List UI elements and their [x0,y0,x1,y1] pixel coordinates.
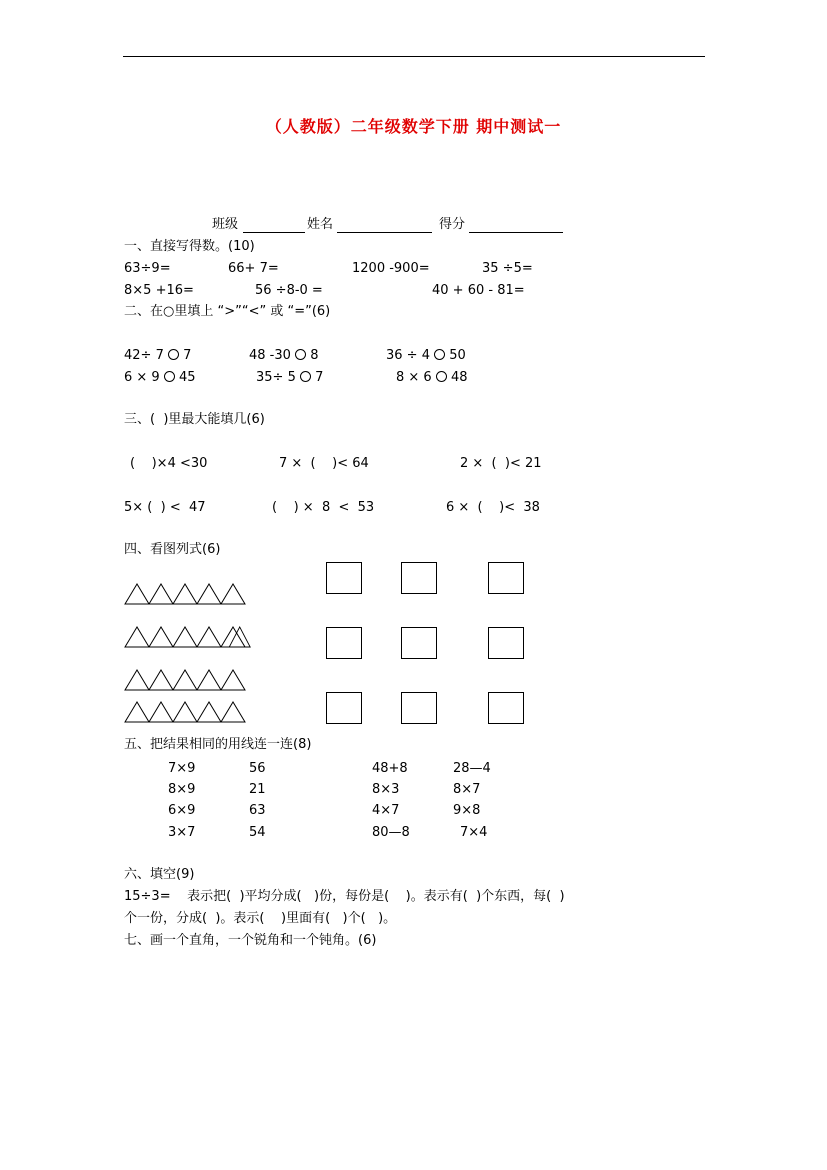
triangle-row [124,583,252,605]
match-item: 7×9 [168,761,196,776]
s1-item: 8×5 +16= [124,283,194,298]
answer-box[interactable] [401,562,437,594]
match-item: 8×7 [453,782,481,797]
compare-circle[interactable] [300,371,311,382]
compare-item: 48 -30 8 [249,348,319,363]
match-item: 3×7 [168,825,196,840]
section-4-heading: 四、看图列式(6) [124,542,221,557]
triangle-row [124,701,252,723]
s1-item: 66+ 7= [228,261,279,276]
section-6-heading: 六、填空(9) [124,867,195,882]
section-2-heading: 二、在○里填上 “>”“<” 或 “=”(6) [124,304,331,319]
compare-item: 6 × 9 45 [124,370,196,385]
match-item: 80—8 [372,825,410,840]
answer-box[interactable] [326,692,362,724]
answer-box[interactable] [401,692,437,724]
section-7-heading: 七、画一个直角，一个锐角和一个钝角。(6) [124,933,377,948]
compare-item: 8 × 6 48 [396,370,468,385]
section-1-heading: 一、直接写得数。(10) [124,239,255,254]
header-rule [123,56,705,57]
triangle-row [124,626,252,648]
match-item: 21 [249,782,266,797]
score-blank [469,232,563,233]
match-item: 56 [249,761,266,776]
answer-box[interactable] [326,627,362,659]
match-item: 8×3 [372,782,400,797]
s3-item: ( ) × 8 < 53 [272,500,375,515]
section-5-heading: 五、把结果相同的用线连一连(8) [124,737,312,752]
compare-circle[interactable] [295,349,306,360]
match-item: 6×9 [168,803,196,818]
fill-line: 15÷3= 表示把( )平均分成( )份，每份是( )。表示有( )个东西，每( ) [124,889,565,904]
match-item: 63 [249,803,266,818]
match-item: 4×7 [372,803,400,818]
s1-item: 1200 -900= [352,261,430,276]
name-label: 姓名 [307,217,334,232]
answer-box[interactable] [326,562,362,594]
compare-circle[interactable] [164,371,175,382]
match-item: 7×4 [460,825,488,840]
compare-item: 35÷ 5 7 [256,370,324,385]
answer-box[interactable] [401,627,437,659]
s3-item: ( )×4 <30 [130,456,208,471]
section-3-heading: 三、( )里最大能填几(6) [124,412,265,427]
page-title: （人教版）二年级数学下册 期中测试一 [265,117,562,136]
compare-circle[interactable] [434,349,445,360]
answer-box[interactable] [488,562,524,594]
class-label: 班级 [212,217,239,232]
match-item: 48+8 [372,761,408,776]
s1-item: 35 ÷5= [482,261,533,276]
match-item: 9×8 [453,803,481,818]
compare-circle[interactable] [168,349,179,360]
s3-item: 2 × ( )< 21 [460,456,542,471]
triangle-row [124,669,252,691]
s3-item: 6 × ( )< 38 [446,500,540,515]
fill-line: 个一份，分成( )。表示( )里面有( )个( )。 [124,911,397,926]
class-blank [243,232,305,233]
answer-box[interactable] [488,627,524,659]
match-item: 54 [249,825,266,840]
name-blank [337,232,432,233]
match-item: 28—4 [453,761,491,776]
s3-item: 7 × ( )< 64 [279,456,369,471]
score-label: 得分 [439,217,466,232]
compare-item: 36 ÷ 4 50 [386,348,466,363]
s1-item: 56 ÷8-0 = [255,283,323,298]
answer-box[interactable] [488,692,524,724]
s1-item: 40 + 60 - 81= [432,283,525,298]
compare-item: 42÷ 7 7 [124,348,192,363]
s3-item: 5× ( ) < 47 [124,500,206,515]
compare-circle[interactable] [436,371,447,382]
s1-item: 63÷9= [124,261,171,276]
match-item: 8×9 [168,782,196,797]
